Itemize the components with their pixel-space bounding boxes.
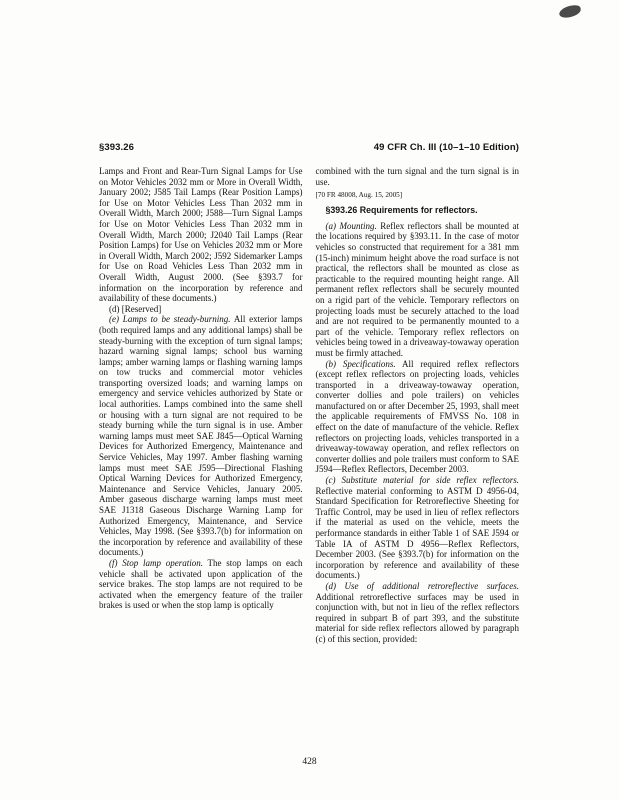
paragraph-a-mounting xyxy=(316,221,520,359)
paragraph-lead: (c) Substitute material for side reflex reflectors. xyxy=(325,475,519,486)
running-head-edition: 49 CFR Ch. III (10–1–10 Edition) xyxy=(373,142,519,153)
paragraph-text: All exterior lamps (both required lamps and any additional lamps) shall be steady-burning with the exception of turn signal lamps; hazard warning signal lamps; school bus warning lamps; amber warning lamps or flashing warning lamps on tow trucks and commercial motor vehicles transporting oversized loads; and warning lamps on emergency and service vehicles authorized by State or local authorities. Lamps combined into the same shell or housing with a turn signal are not required to be steady burning while the turn signal is in use. Amber warning lamps must meet SAE J845—Optical Warning Devices for Authorized Emergency, Maintenance and Service Vehicles, May 1997. Amber flashing warning lamps must meet SAE J595—Directional Flashing Optical Warning Devices for Authorized Emergency, Maintenance and Service Vehicles, January 2005. Amber gaseous discharge warning lamps must meet SAE J1318 Gaseous Discharge Warning Lamp for Authorized Emergency, Maintenance, and Service Vehicles, May 1998. (See §393.7(b) for information on the incorporation by reference and availability of these documents.) xyxy=(99,314,303,558)
paragraph-text: The stop lamps on each vehicle shall be activated upon application of the service brakes. The stop lamps are not required to be activated when the emergency feature of the trailer brakes is used or when the stop lamp is optically xyxy=(99,557,303,611)
paragraph-lead: (a) Mounting. xyxy=(325,220,377,231)
paragraph-text: Reflex reflectors shall be mounted at the locations required by §393.11. In the case of motor vehicles so constructed that requirement for a 381 mm (15-inch) minimum height above the road surface is not practical, the reflectors shall be mounted as close as practicable to the required mounting height range. All permanent reflex reflectors shall be securely mounted on a rigid part of the vehicle. Temporary reflectors on projecting loads must be securely attached to the load and are not required to be permanently mounted to a part of the vehicle. Temporary reflex reflectors on vehicles being towed in a driveaway-towaway operation must be firmly attached. xyxy=(315,220,520,358)
paragraph-sae-list-continuation xyxy=(99,166,303,304)
paragraph-lead: (f) Stop lamp operation. xyxy=(109,557,203,568)
paragraph-text: Lamps and Front and Rear-Turn Signal Lamps for Use on Motor Vehicles 2032 mm or More in Overall Width, January 2002; J585 Tail Lamps (Rear Position Lamps) for Use on Motor Vehicles Less Than 2032 mm in Overall Width, March 2000; J588—Turn Signal Lamps for Use on Motor Vehicles Less Than 2032 mm in Overall Width, March 2000; J2040 Tail Lamps (Rear Position Lamps) for Use on Vehicles 2032 mm or More in Overall Width, March 2002; J592 Sidemarker Lamps for Use on Road Vehicles Less Than 2032 mm in Overall Width, August 2000. (See §393.7 for information on the incorporation by reference and availability of these documents.) xyxy=(99,166,303,304)
paragraph-d-reserved xyxy=(99,304,303,315)
paragraph-f-stop-lamp xyxy=(99,558,303,611)
scan-artifact-mark xyxy=(558,4,582,19)
right-column xyxy=(316,166,520,645)
paragraph-lead: (e) Lamps to be steady-burning. xyxy=(109,314,231,325)
paragraph-text: Reflective material conforming to ASTM D 4956-04, Standard Specification for Retroreflective Sheeting for Traffic Control, may be used in lieu of reflex reflectors if the material as used on the vehicle, meets the performance standards in either Table 1 of SAE J594 or Table IA of ASTM D 4956—Reflex Reflectors, December 2003. (See §393.7(b) for information on the incorporation by reference and availability of these documents.) xyxy=(315,485,519,581)
paragraph-text: All required reflex reflectors (except reflex reflectors on projecting loads, vehicles transported in a driveaway-towaway operation, converter dollies and pole trailers) on vehicles manufactured on or after December 25, 1993, shall meet the applicable requirements of FMVSS No. 108 in effect on the date of manufacture of the vehicle. Reflex reflectors on projecting loads, vehicles transported in a driveaway-towaway operation, and reflex reflectors on converter dollies and pole trailers must conform to SAE J594—Reflex Reflectors, December 2003. xyxy=(315,358,519,475)
paragraph-d-additional-retroreflective xyxy=(316,581,520,645)
federal-register-citation: [70 FR 48008, Aug. 15, 2005] xyxy=(315,191,403,200)
paragraph-c-substitute-material xyxy=(316,475,520,581)
text-columns xyxy=(99,166,519,645)
running-head-section: §393.26 xyxy=(99,142,135,153)
paragraph-lead: (b) Specifications. xyxy=(325,358,396,369)
paragraph-text: combined with the turn signal and the turn signal is in use. xyxy=(315,166,519,187)
cfr-page xyxy=(99,142,519,645)
paragraph-text: (d) [Reserved] xyxy=(109,303,162,314)
paragraph-e-steady-burning xyxy=(99,314,303,558)
left-column xyxy=(99,166,303,645)
paragraph-f-continuation xyxy=(316,166,520,187)
running-head xyxy=(99,142,519,153)
page-number: 428 xyxy=(302,757,317,767)
section-heading-393-26: §393.26 Requirements for reflectors. xyxy=(325,205,478,216)
paragraph-text: Additional retroreflective surfaces may be used in conjunction with, but not in lieu of the reflex reflectors required in subpart B of part 393, and the substitute material for side reflex reflectors allowed by paragraph (c) of this section, provided: xyxy=(315,591,519,644)
paragraph-lead: (d) Use of additional retroreflective surfaces. xyxy=(325,580,519,591)
paragraph-b-specifications xyxy=(316,359,520,476)
